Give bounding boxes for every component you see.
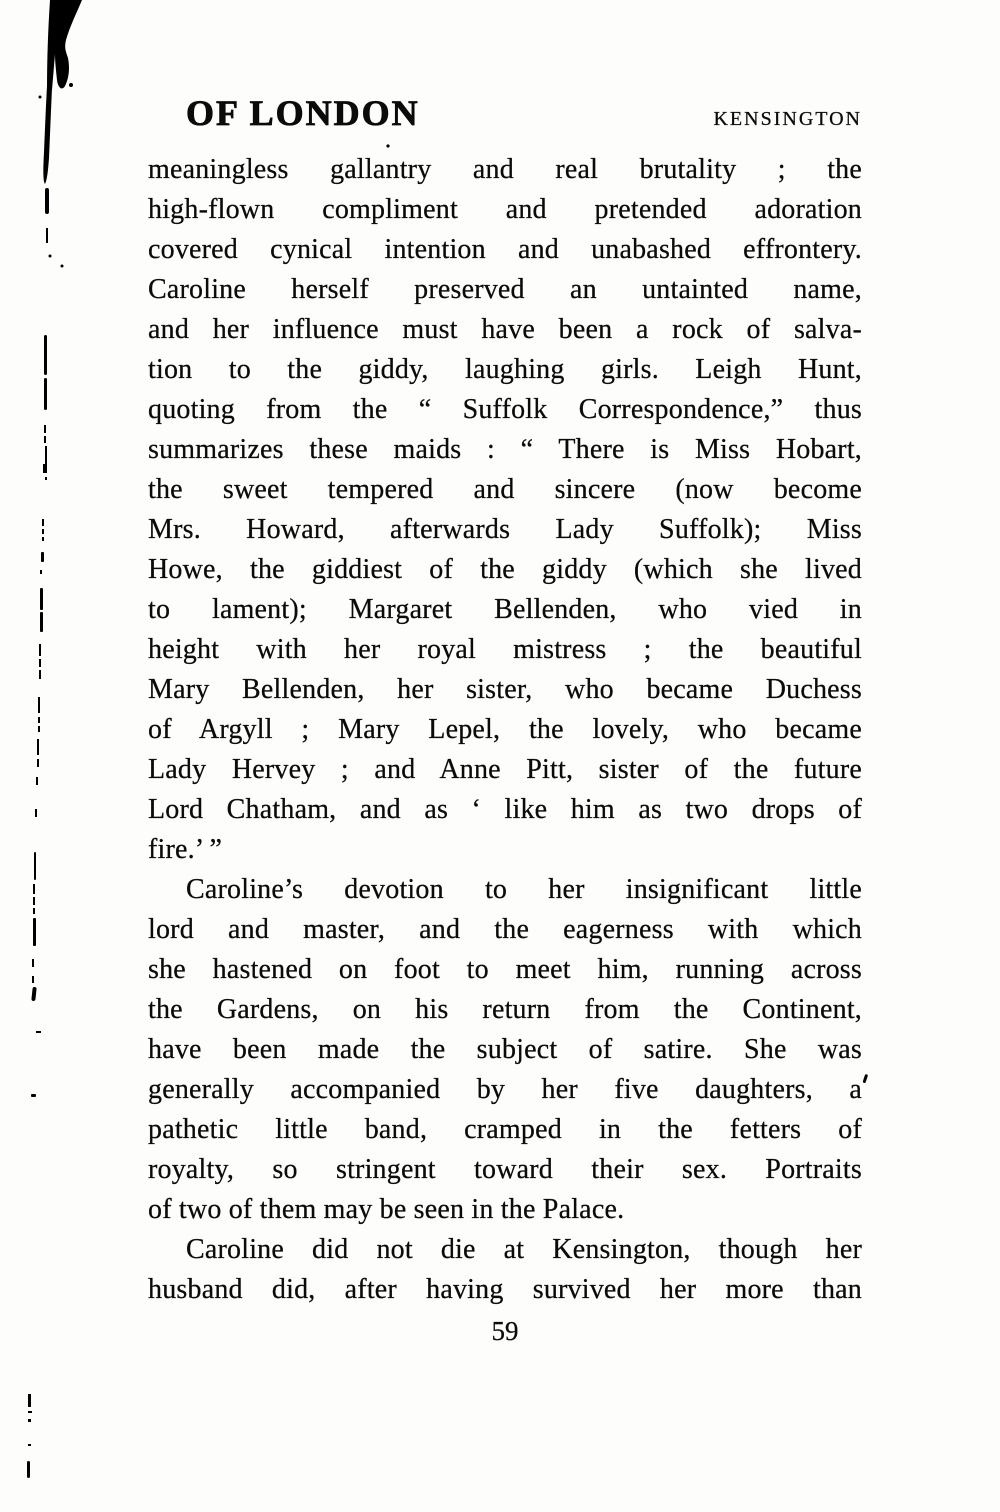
text-line: have been made the subject of satire. She was xyxy=(148,1034,862,1065)
text-line: royalty, so stringent toward their sex. Portraits xyxy=(148,1154,862,1185)
page-number: 59 xyxy=(491,1316,519,1346)
text-line: high-flown compliment and pretended adoration xyxy=(148,194,862,225)
running-header xyxy=(148,92,862,134)
text-line: generally accompanied by her five daughters, a xyxy=(148,1074,862,1105)
text-line: quoting from the “ Suffolk Correspondence,” thus xyxy=(148,394,862,425)
text-line: meaningless gallantry and real brutality ; the xyxy=(148,154,862,185)
text-line: fire.’ ” xyxy=(148,834,223,865)
text-line: Caroline herself preserved an untainted name, xyxy=(148,274,862,305)
text-line: to lament); Margaret Bellenden, who vied in xyxy=(148,594,862,625)
text-line: lord and master, and the eagerness with which xyxy=(148,914,862,945)
text-line: Mrs. Howard, afterwards Lady Suffolk); Miss xyxy=(148,514,862,545)
text-line: Lady Hervey ; and Anne Pitt, sister of the future xyxy=(148,754,862,785)
running-chapter-title: KENSINGTON xyxy=(713,108,862,130)
text-line: and her influence must have been a rock of salva- xyxy=(148,314,862,345)
text-line: height with her royal mistress ; the beautiful xyxy=(148,634,862,665)
text-line: pathetic little band, cramped in the fetters of xyxy=(148,1114,862,1145)
text-line: Mary Bellenden, her sister, who became Duchess xyxy=(148,674,862,705)
text-line: Howe, the giddiest of the giddy (which she lived xyxy=(148,554,862,585)
text-line: tion to the giddy, laughing girls. Leigh Hunt, xyxy=(148,354,862,385)
text-line: the sweet tempered and sincere (now become xyxy=(148,474,862,505)
text-block xyxy=(148,150,862,1310)
text-line: Caroline did not die at Kensington, though her xyxy=(186,1234,862,1265)
text-line: husband did, after having survived her more than xyxy=(148,1274,862,1305)
text-line: of two of them may be seen in the Palace. xyxy=(148,1194,625,1225)
text-line: Caroline’s devotion to her insignificant little xyxy=(186,874,862,905)
text-line: Lord Chatham, and as ‘ like him as two drops of xyxy=(148,794,862,825)
running-title: OF LONDON xyxy=(186,93,420,133)
text-line: covered cynical intention and unabashed effrontery. xyxy=(148,234,862,265)
text-line: the Gardens, on his return from the Continent, xyxy=(148,994,862,1025)
text-line: of Argyll ; Mary Lepel, the lovely, who became xyxy=(148,714,862,745)
text-line: summarizes these maids : “ There is Miss Hobart, xyxy=(148,434,862,465)
text-line: she hastened on foot to meet him, running across xyxy=(148,954,862,985)
